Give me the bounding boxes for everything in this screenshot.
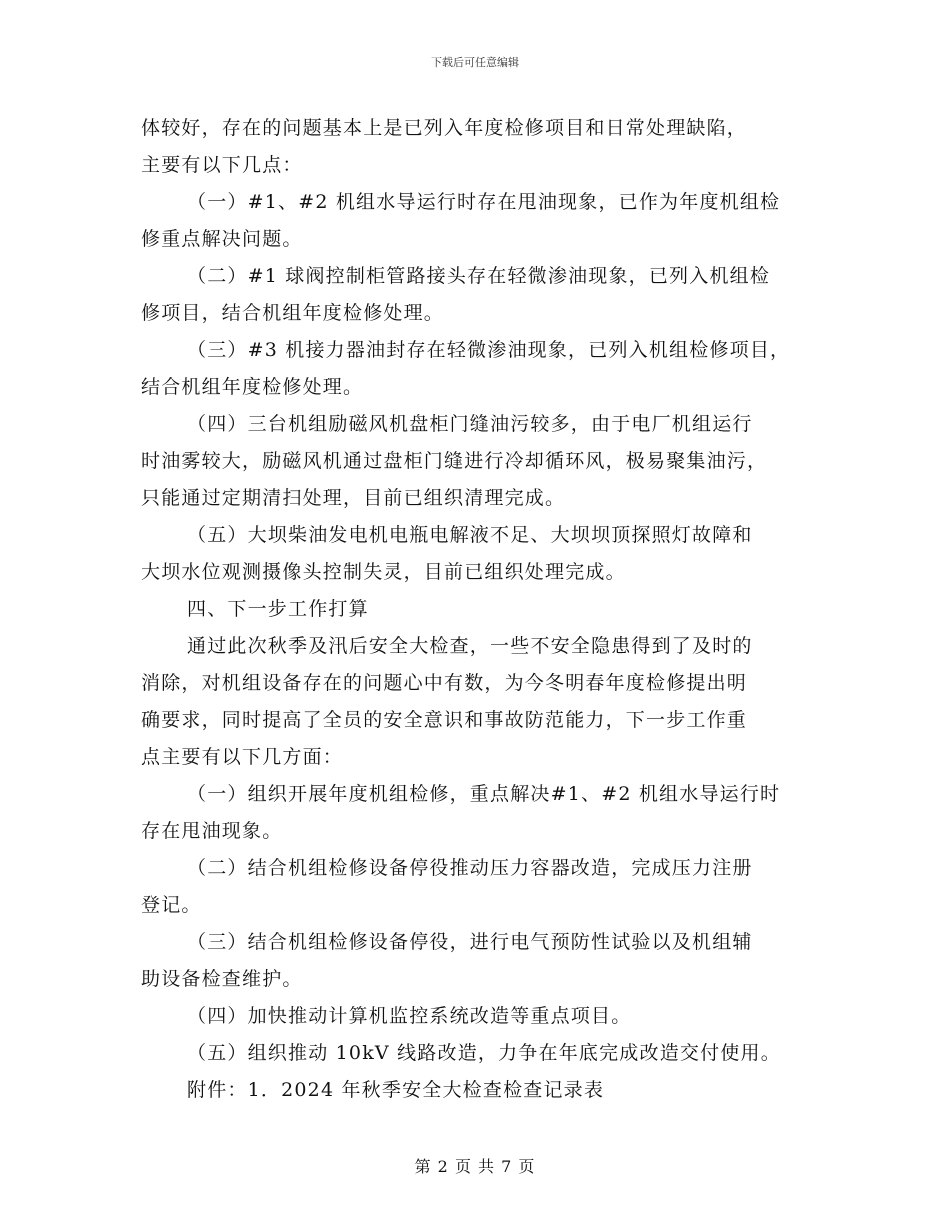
text-line: 存在甩油现象。 (141, 820, 283, 842)
text-line: （四）加快推动计算机监控系统改造等重点项目。 (187, 1005, 632, 1027)
document-body (141, 110, 809, 1109)
text-line: （一）组织开展年度机组检修，重点解决#1、#2 机组水导运行时 (187, 783, 781, 805)
text-line: （五）大坝柴油发电机电瓶电解液不足、大坝坝顶探照灯故障和 (187, 524, 753, 546)
text-line: （四）三台机组励磁风机盘柜门缝油污较多，由于电厂机组运行 (187, 413, 753, 435)
text-line: （二）结合机组检修设备停役推动压力容器改造，完成压力注册 (187, 857, 753, 879)
text-line: 通过此次秋季及汛后安全大检查，一些不安全隐患得到了及时的 (187, 635, 753, 657)
text-line: 助设备检查维护。 (141, 968, 303, 990)
text-line: 修重点解决问题。 (141, 228, 303, 250)
text-line: （五）组织推动 10kV 线路改造，力争在年底完成改造交付使用。 (187, 1042, 781, 1064)
text-line: （三）结合机组检修设备停役，进行电气预防性试验以及机组辅 (187, 931, 753, 953)
page-number: 第 2 页 共 7 页 (414, 1157, 536, 1176)
text-line: 附件：1．2024 年秋季安全大检查检查记录表 (187, 1079, 605, 1101)
text-line: 消除，对机组设备存在的问题心中有数，为今冬明春年度检修提出明 (141, 672, 748, 694)
text-line: 时油雾较大，励磁风机通过盘柜门缝进行冷却循环风，极易聚集油污， (141, 450, 768, 472)
text-line: （一）#1、#2 机组水导运行时存在甩油现象，已作为年度机组检 (187, 191, 781, 213)
text-line: 主要有以下几点： (141, 154, 303, 176)
text-line: 大坝水位观测摄像头控制失灵，目前已组织处理完成。 (141, 561, 626, 583)
text-line: 结合机组年度检修处理。 (141, 376, 364, 398)
text-line: 四、下一步工作打算 (187, 598, 369, 620)
text-line: 修项目，结合机组年度检修处理。 (141, 302, 445, 324)
page-header: 下载后可任意编辑 (431, 56, 519, 69)
text-line: （二）#1 球阀控制柜管路接头存在轻微渗油现象，已列入机组检 (187, 265, 771, 287)
text-line: 确要求，同时提高了全员的安全意识和事故防范能力，下一步工作重 (141, 709, 748, 731)
text-line: 只能通过定期清扫处理，目前已组织清理完成。 (141, 487, 566, 509)
text-line: （三）#3 机接力器油封存在轻微渗油现象，已列入机组检修项目， (187, 339, 791, 361)
text-line: 体较好，存在的问题基本上是已列入年度检修项目和日常处理缺陷， (141, 117, 748, 139)
text-line: 登记。 (141, 894, 202, 916)
text-line: 点主要有以下几方面： (141, 746, 344, 768)
